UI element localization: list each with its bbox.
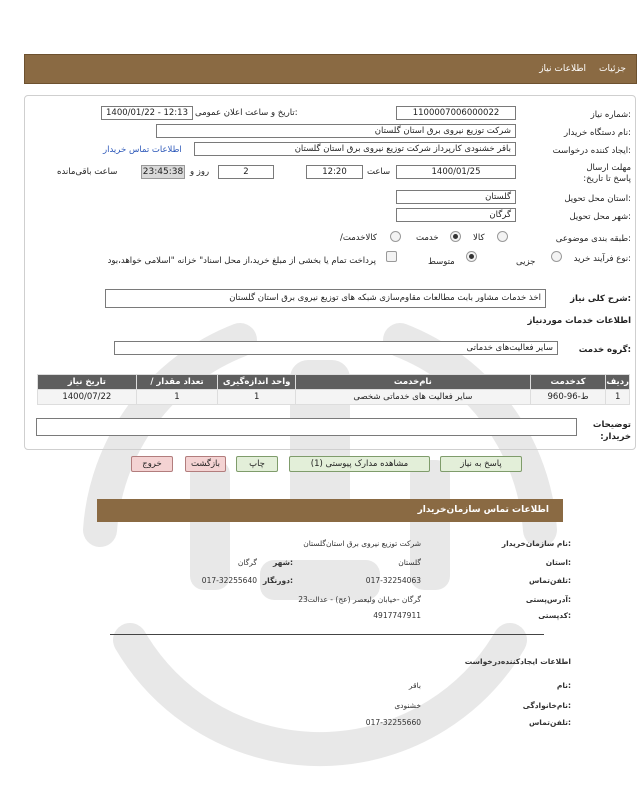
city-label: شهر محل تحویل: — [569, 212, 631, 222]
category-service-radio[interactable] — [450, 231, 461, 242]
contact-province-label: استان: — [545, 558, 571, 567]
reply-button[interactable]: پاسخ به نیاز — [440, 456, 522, 472]
contact-fax-value: 017-32255640 — [201, 576, 257, 585]
services-table — [37, 374, 630, 405]
deadline-label: مهلت ارسال پاسخ تا تاریخ: — [583, 163, 631, 184]
process-partial-radio[interactable] — [551, 251, 562, 262]
remaining-days-label: روز و — [190, 167, 210, 177]
contact-postal-label: کدپستی: — [538, 611, 571, 620]
col-unit: واحد اندازه‌گیری — [218, 375, 296, 390]
contact-phone-value: 017-32254063 — [365, 576, 421, 585]
creator-label: ایجاد کننده درخواست: — [552, 146, 631, 156]
need-summary-label: شرح کلی نیاز: — [570, 294, 631, 304]
col-row-number: ردیف — [606, 375, 630, 390]
contact-phone-label: تلفن‌تماس: — [528, 576, 571, 585]
category-goods-service-radio[interactable] — [390, 231, 401, 242]
org-name-label: نام سازمان‌خریدار: — [501, 539, 571, 548]
col-service-code: کدخدمت — [530, 375, 606, 390]
contact-province-value: گلستان — [398, 558, 421, 567]
process-type-label: نوع فرآیند خرید: — [573, 254, 631, 264]
contact-city-value: گرگان — [237, 558, 257, 567]
need-summary-field: اخذ خدمات مشاور بابت مطالعات مقاوم‌سازی شبکه های توزیع نیروی برق استان گلستان — [105, 289, 546, 308]
remaining-time-timer: 23:45:38 — [142, 167, 184, 177]
province-label: استان محل تحویل: — [564, 194, 631, 204]
contact-section-title: اطلاعات تماس سازمان‌خریدار — [417, 505, 549, 515]
need-number-field: 1100007006000022 — [396, 106, 516, 120]
announce-datetime-field: 1400/01/22 - 12:13 — [101, 106, 193, 120]
buyer-contact-link[interactable]: اطلاعات تماس خریدار — [103, 145, 182, 155]
contact-divider — [110, 634, 544, 635]
tab-details[interactable]: جزئیات — [599, 64, 626, 74]
deadline-time-label: ساعت — [367, 167, 391, 177]
category-goods-label: کالا — [473, 233, 485, 243]
service-group-label: گروه خدمت: — [578, 345, 631, 355]
requester-last-name-label: نام‌خانوادگی: — [522, 701, 571, 710]
col-quantity: تعداد مقدار / — [136, 375, 218, 390]
process-partial-label: جزیی — [516, 257, 536, 267]
requester-first-name-label: نام: — [556, 681, 571, 690]
treasury-payment-checkbox[interactable] — [386, 251, 397, 262]
requester-last-name-value: خشنودی — [394, 701, 421, 710]
buyer-notes-field — [36, 418, 577, 436]
cell-need-date: 1400/07/22 — [38, 390, 137, 405]
services-section-title: اطلاعات خدمات موردنیاز — [527, 316, 631, 326]
category-label: طبقه بندی موضوعی: — [555, 234, 631, 244]
buyer-notes-label: توضیحات خریدار: — [592, 420, 631, 442]
contact-postal-value: 4917747911 — [373, 611, 421, 620]
print-button[interactable]: چاپ — [236, 456, 278, 472]
cell-row-number: 1 — [606, 390, 630, 405]
org-name-value: شرکت توزیع نیروی برق استان‌گلستان — [303, 539, 421, 548]
requester-phone-value: 017-32255660 — [365, 718, 421, 727]
category-service-label: خدمت — [416, 233, 439, 243]
contact-address-label: آدرس‌پستی: — [525, 595, 571, 604]
contact-section-header — [97, 499, 563, 522]
top-nav-bar — [24, 54, 637, 84]
category-goods-radio[interactable] — [497, 231, 508, 242]
cell-service-name: سایر فعالیت های خدماتی شخصی — [296, 390, 531, 405]
col-service-name: نام‌خدمت — [296, 375, 531, 390]
deadline-date-field: 1400/01/25 — [396, 165, 516, 179]
contact-address-value: گرگان -خیابان ولیعصر (عج) - عدالت23 — [298, 595, 421, 604]
need-number-label: شماره نیاز: — [590, 110, 631, 120]
treasury-payment-note: پرداخت تمام یا بخشی از مبلغ خرید،از محل اسناد" خزانه "اسلامی خواهد،بود — [107, 256, 376, 266]
table-header-row — [38, 375, 630, 390]
back-button[interactable]: بازگشت — [185, 456, 226, 472]
province-field: گلستان — [396, 190, 516, 204]
buyer-org-label: نام دستگاه خریدار: — [564, 128, 631, 138]
service-group-field: سایر فعالیت‌های خدماتی — [114, 341, 558, 355]
process-medium-label: متوسط — [428, 257, 455, 267]
exit-button[interactable]: خروج — [131, 456, 173, 472]
deadline-time-field: 12:20 — [306, 165, 363, 179]
cell-service-code: ط-96-960 — [530, 390, 606, 405]
cell-quantity: 1 — [136, 390, 218, 405]
table-row — [38, 390, 630, 405]
remaining-time-label: ساعت باقی‌مانده — [57, 167, 118, 177]
view-attachments-button[interactable]: مشاهده مدارک پیوستی (1) — [289, 456, 430, 472]
requester-phone-label: تلفن‌تماس: — [528, 718, 571, 727]
announce-datetime-label: تاریخ و ساعت اعلان عمومی: — [195, 108, 298, 118]
category-goods-service-label: /کالاخدمت — [340, 233, 377, 243]
col-need-date: تاریخ نیاز — [38, 375, 137, 390]
process-medium-radio[interactable] — [466, 251, 477, 262]
tab-need-info[interactable]: اطلاعات نیاز — [539, 64, 586, 74]
cell-unit: 1 — [218, 390, 296, 405]
requester-first-name-value: باقر — [408, 681, 421, 690]
contact-city-label: شهر: — [273, 558, 293, 567]
creator-field: باقر خشنودی کارپرداز شرکت توزیع نیروی برق استان گلستان — [194, 142, 516, 156]
city-field: گرگان — [396, 208, 516, 222]
contact-fax-label: دورنگار: — [262, 576, 293, 585]
buyer-org-field: شرکت توزیع نیروی برق استان گلستان — [156, 124, 516, 138]
remaining-days-field: 2 — [218, 165, 274, 179]
requester-section-title: اطلاعات ایجادکننده‌درخواست — [464, 657, 571, 666]
